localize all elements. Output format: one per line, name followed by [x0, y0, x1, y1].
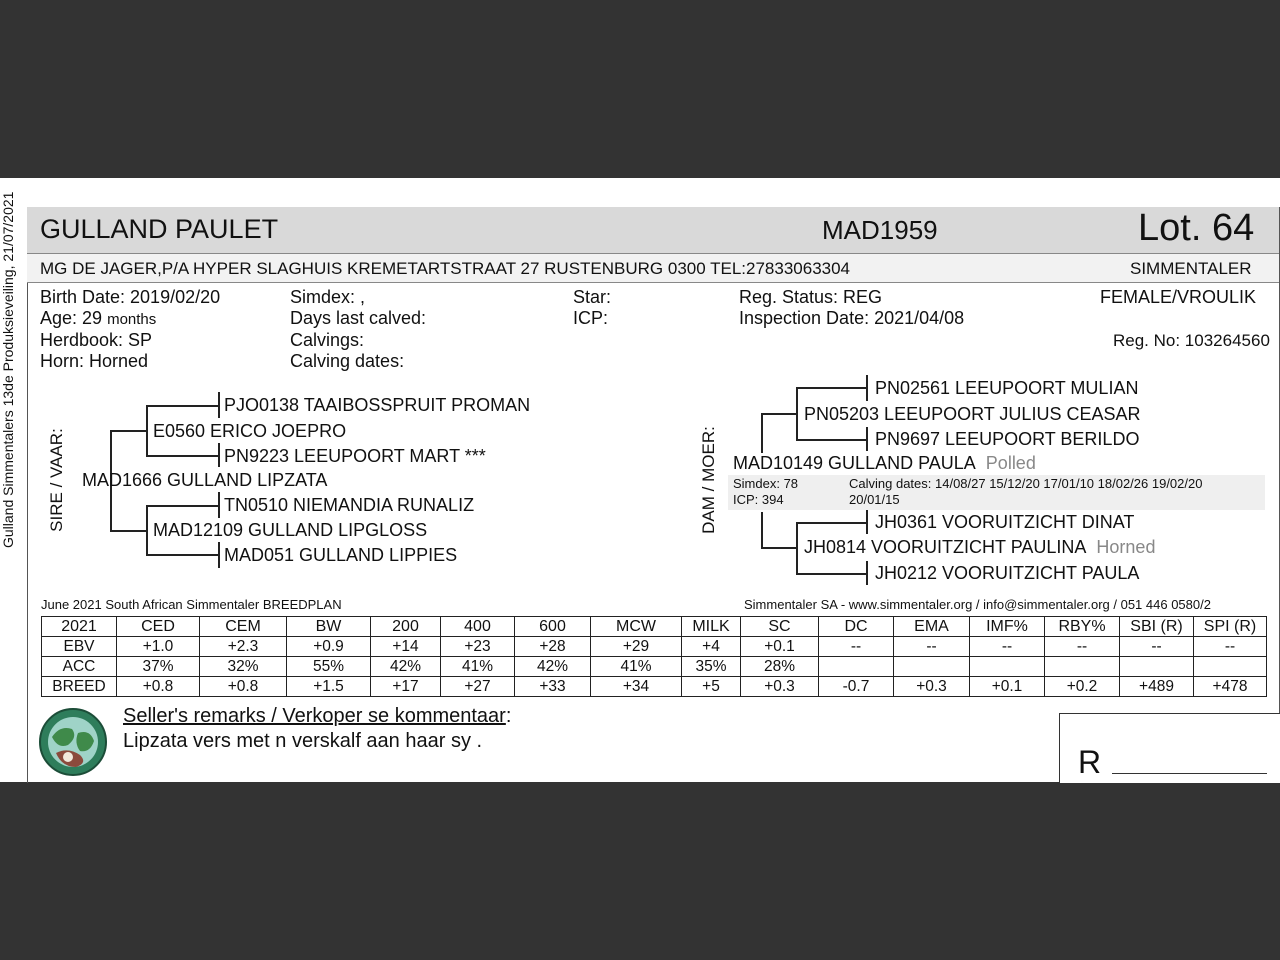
ebv-cell: +0.9 — [287, 637, 371, 657]
ebv-cell: +28 — [515, 637, 591, 657]
acc-cell: 42% — [371, 657, 441, 677]
ebv-cell: -- — [894, 637, 970, 657]
herdbook: Herdbook: SP — [40, 330, 153, 350]
age — [40, 308, 156, 329]
age-label: Age: 29 — [40, 308, 103, 328]
ebv-header-cell: SPI (R) — [1194, 617, 1267, 637]
ebv-cell: -- — [1120, 637, 1194, 657]
breed-cell: -0.7 — [819, 677, 894, 697]
ebv-cell: EBV — [42, 637, 117, 657]
dam-sire-dam: PN9697 LEEUPOORT BERILDO — [875, 429, 1140, 449]
breed-cell: +33 — [515, 677, 591, 697]
ebv-header-row — [42, 617, 1267, 637]
lot-number: Lot. 64 — [1138, 207, 1255, 249]
icp: ICP: — [573, 308, 609, 328]
breedplan-contact: Simmentaler SA - www.simmentaler.org / info@simmentaler.org / 051 446 0580/2 — [744, 597, 1211, 612]
dam-dam-dam: JH0212 VOORUITZICHT PAULA — [875, 563, 1140, 583]
ebv-header-cell: EMA — [894, 617, 970, 637]
dam-calving-dates-cont: 20/01/15 — [849, 492, 900, 507]
ebv-header-cell: 600 — [515, 617, 591, 637]
reg-number: Reg. No: 103264560 — [1113, 331, 1270, 350]
breed-cell: +0.3 — [741, 677, 819, 697]
remarks-heading-text: Seller's remarks / Verkoper se kommentaar — [123, 705, 506, 727]
dam-name: MAD10149 GULLAND PAULA — [733, 453, 976, 473]
ebv-cell: +14 — [371, 637, 441, 657]
breed-cell: +0.2 — [1045, 677, 1120, 697]
dam-dam-name: JH0814 VOORUITZICHT PAULINA — [804, 537, 1087, 557]
horn-status: Horn: Horned — [40, 351, 149, 371]
acc-cell — [819, 657, 894, 677]
dam — [733, 453, 1036, 474]
ebv-header-cell: RBY% — [1045, 617, 1120, 637]
simdex: Simdex: , — [290, 287, 366, 307]
ebv-cell: +2.3 — [200, 637, 287, 657]
inspection-date: Inspection Date: 2021/04/08 — [739, 308, 965, 328]
breed-cell: +34 — [591, 677, 682, 697]
dam-icp: ICP: 394 — [733, 492, 784, 507]
acc-row — [42, 657, 1267, 677]
breed-cell: +17 — [371, 677, 441, 697]
dam-dam-horn-status: Horned — [1096, 537, 1156, 557]
ebv-header-cell: MCW — [591, 617, 682, 637]
dam-simdex: Simdex: 78 — [733, 476, 799, 491]
sire-dam-sire: TN0510 NIEMANDIA RUNALIZ — [224, 495, 475, 515]
sire-sire-sire: PJO0138 TAAIBOSSPRUIT PROMAN — [224, 395, 531, 415]
ebv-header-cell: BW — [287, 617, 371, 637]
dam-sire-sire: PN02561 LEEUPOORT MULIAN — [875, 378, 1139, 398]
sire-sire: E0560 ERICO JOEPRO — [153, 421, 347, 441]
ebv-cell: +29 — [591, 637, 682, 657]
age-unit: months — [107, 311, 157, 328]
ebv-header-cell: 2021 — [42, 617, 117, 637]
days-last-calved: Days last calved: — [290, 308, 427, 328]
dam-sire: PN05203 LEEUPOORT JULIUS CEASAR — [804, 404, 1141, 424]
ebv-header-cell: 400 — [441, 617, 515, 637]
animal-id: MAD1959 — [822, 215, 938, 245]
breed-cell: +5 — [682, 677, 741, 697]
ebv-header-cell: DC — [819, 617, 894, 637]
reg-status: Reg. Status: REG — [739, 287, 883, 307]
ebv-header-cell: SC — [741, 617, 819, 637]
price-input-line[interactable] — [1112, 773, 1267, 774]
ebv-cell: +4 — [682, 637, 741, 657]
ebv-header-cell: 200 — [371, 617, 441, 637]
ebv-cell: -- — [819, 637, 894, 657]
acc-cell: 37% — [117, 657, 200, 677]
sire-sire-dam: PN9223 LEEUPOORT MART *** — [224, 446, 486, 466]
acc-cell: 41% — [591, 657, 682, 677]
ebv-header-cell: MILK — [682, 617, 741, 637]
breed-cell: +0.1 — [970, 677, 1045, 697]
breedplan-caption: June 2021 South African Simmentaler BREEDPLAN — [41, 597, 342, 612]
sire-label: SIRE / VAAR: — [47, 428, 66, 532]
breed-cell: +0.8 — [200, 677, 287, 697]
dam-horn-status: Polled — [985, 453, 1036, 473]
breed-cell: +489 — [1120, 677, 1194, 697]
acc-cell: 42% — [515, 657, 591, 677]
sire-dam-dam: MAD051 GULLAND LIPPIES — [224, 545, 458, 565]
dam-calving-dates: Calving dates: 14/08/27 15/12/20 17/01/10 18/02/26 19/02/20 — [849, 476, 1203, 491]
acc-cell: 32% — [200, 657, 287, 677]
calving-dates: Calving dates: — [290, 351, 405, 371]
price-currency: R — [1078, 744, 1102, 780]
ebv-cell: -- — [970, 637, 1045, 657]
ebv-table — [41, 616, 1267, 697]
ebv-header-cell: CED — [117, 617, 200, 637]
simmentaler-logo-icon — [38, 707, 108, 777]
acc-cell: 41% — [441, 657, 515, 677]
sire-dam: MAD12109 GULLAND LIPGLOSS — [153, 520, 428, 540]
acc-cell — [970, 657, 1045, 677]
acc-cell — [1120, 657, 1194, 677]
remarks-text: Lipzata vers met n verskalf aan haar sy . — [123, 730, 483, 752]
ebv-header-cell: SBI (R) — [1120, 617, 1194, 637]
birth-date: Birth Date: 2019/02/20 — [40, 287, 221, 307]
calvings: Calvings: — [290, 330, 365, 350]
ebv-header-cell: CEM — [200, 617, 287, 637]
acc-cell — [1045, 657, 1120, 677]
dam-label: DAM / MOER: — [699, 426, 718, 534]
ebv-cell: +0.1 — [741, 637, 819, 657]
breed-cell: +1.5 — [287, 677, 371, 697]
acc-cell: 55% — [287, 657, 371, 677]
breed-cell: +478 — [1194, 677, 1267, 697]
sire: MAD1666 GULLAND LIPZATA — [82, 470, 328, 490]
acc-cell: ACC — [42, 657, 117, 677]
side-caption: Gulland Simmentalers 13de Produksieveiling, 21/07/2021 — [0, 191, 16, 548]
breed-cell: +0.8 — [117, 677, 200, 697]
ebv-cell: +1.0 — [117, 637, 200, 657]
breed-cell: +27 — [441, 677, 515, 697]
acc-cell — [894, 657, 970, 677]
breed: SIMMENTALER — [1130, 259, 1252, 278]
acc-cell — [1194, 657, 1267, 677]
dam-dam — [804, 537, 1155, 558]
ebv-header-cell: IMF% — [970, 617, 1045, 637]
ebv-cell: +23 — [441, 637, 515, 657]
owner-address: MG DE JAGER,P/A HYPER SLAGHUIS KREMETARTSTRAAT 27 RUSTENBURG 0300 TEL:27833063304 — [40, 259, 851, 278]
breed-row — [42, 677, 1267, 697]
breed-cell: +0.3 — [894, 677, 970, 697]
ebv-cell: -- — [1045, 637, 1120, 657]
ebv-row — [42, 637, 1267, 657]
acc-cell: 35% — [682, 657, 741, 677]
breed-cell: BREED — [42, 677, 117, 697]
dam-dam-sire: JH0361 VOORUITZICHT DINAT — [875, 512, 1135, 532]
sex: FEMALE/VROULIK — [1100, 287, 1257, 307]
star: Star: — [573, 287, 612, 307]
animal-name: GULLAND PAULET — [40, 214, 279, 244]
remarks-heading — [123, 705, 511, 728]
ebv-cell: -- — [1194, 637, 1267, 657]
remarks-heading-colon: : — [505, 705, 512, 727]
acc-cell: 28% — [741, 657, 819, 677]
